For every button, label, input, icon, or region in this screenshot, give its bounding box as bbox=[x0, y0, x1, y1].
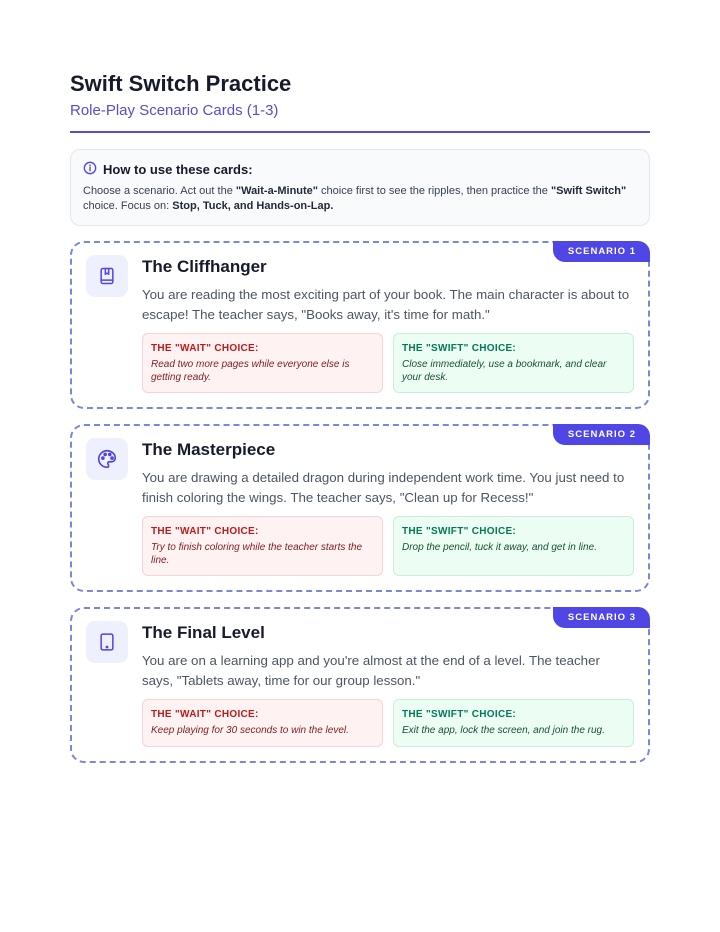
scenario-title: The Masterpiece bbox=[142, 440, 276, 459]
scenario-text: You are drawing a detailed dragon during independent work time. You just need to finish coloring the wings. The teacher says, "Clean up for Recess!" bbox=[142, 470, 625, 505]
book-icon bbox=[86, 255, 128, 297]
howto-heading: How to use these cards: bbox=[103, 162, 253, 177]
scenario-card bbox=[70, 607, 650, 763]
swift-choice-text: Drop the pencil, tuck it away, and get in line. bbox=[402, 542, 597, 553]
wait-choice-label: THE "WAIT" CHOICE: bbox=[151, 526, 259, 537]
howto-box bbox=[70, 149, 650, 226]
swift-choice bbox=[393, 333, 634, 393]
scenario-title: The Final Level bbox=[142, 623, 265, 642]
wait-choice bbox=[142, 516, 383, 576]
swift-choice bbox=[393, 699, 634, 747]
wait-choice-text: Read two more pages while everyone else is getting ready. bbox=[151, 359, 350, 383]
wait-choice-label: THE "WAIT" CHOICE: bbox=[151, 709, 259, 720]
howto-header bbox=[83, 161, 637, 178]
wait-choice-label: THE "WAIT" CHOICE: bbox=[151, 343, 259, 354]
scenario-card bbox=[70, 241, 650, 409]
page-subtitle: Role-Play Scenario Cards (1-3) bbox=[70, 102, 279, 119]
page bbox=[70, 70, 650, 763]
scenario-title: The Cliffhanger bbox=[142, 257, 267, 276]
swift-choice-label: THE "SWIFT" CHOICE: bbox=[402, 343, 517, 354]
scenario-text: You are on a learning app and you're almost at the end of a level. The teacher says, "Tablets away, time for our group lesson." bbox=[142, 653, 600, 688]
header-divider bbox=[70, 131, 650, 133]
swift-choice-label: THE "SWIFT" CHOICE: bbox=[402, 709, 517, 720]
scenario-text: You are reading the most exciting part of your book. The main character is about to escape! The teacher says, "Books away, it's time for math." bbox=[142, 287, 630, 322]
palette-icon bbox=[86, 438, 128, 480]
wait-choice-text: Try to finish coloring while the teacher starts the line. bbox=[151, 542, 363, 566]
swift-choice-text: Exit the app, lock the screen, and join the rug. bbox=[402, 725, 605, 736]
wait-choice bbox=[142, 699, 383, 747]
swift-choice-text: Close immediately, use a bookmark, and clear your desk. bbox=[402, 359, 607, 383]
scenario-card bbox=[70, 424, 650, 592]
tablet-icon bbox=[86, 621, 128, 663]
swift-choice bbox=[393, 516, 634, 576]
page-title: Swift Switch Practice bbox=[70, 71, 292, 96]
scenario-badge: SCENARIO 2 bbox=[553, 424, 650, 445]
info-icon bbox=[83, 161, 97, 178]
howto-text: Choose a scenario. Act out the "Wait-a-Minute" choice first to see the ripples, then practice the "Swift Switch" choice. Focus on: Stop, Tuck, and Hands-on-Lap. bbox=[83, 185, 627, 212]
wait-choice-text: Keep playing for 30 seconds to win the level. bbox=[151, 725, 349, 736]
scenario-badge: SCENARIO 1 bbox=[553, 241, 650, 262]
wait-choice bbox=[142, 333, 383, 393]
swift-choice-label: THE "SWIFT" CHOICE: bbox=[402, 526, 517, 537]
scenario-badge: SCENARIO 3 bbox=[553, 607, 650, 628]
